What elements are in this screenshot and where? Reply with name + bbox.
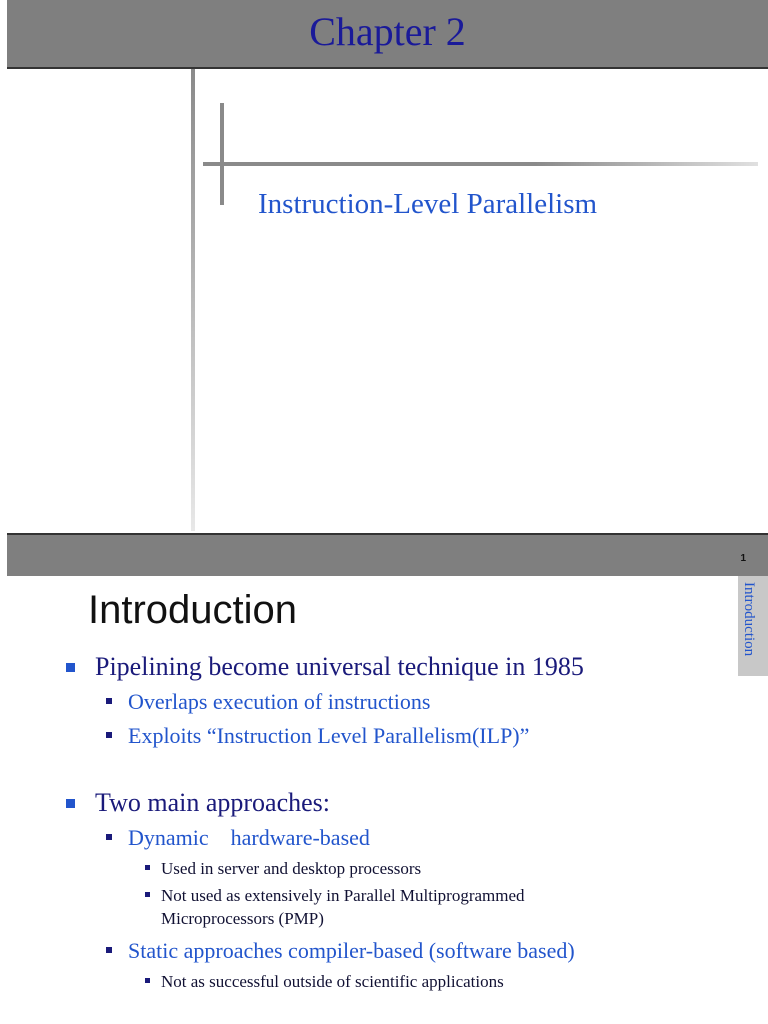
bullet-text: Two main approaches: bbox=[95, 788, 330, 817]
slide-title: Introduction bbox=[88, 588, 298, 632]
bullet-text: Pipelining become universal technique in 1985 bbox=[95, 652, 584, 681]
bullet-item bbox=[95, 788, 330, 818]
bullet-text: Overlaps execution of instructions bbox=[128, 689, 431, 714]
bullet-marker-icon bbox=[106, 698, 112, 704]
bullet-item bbox=[128, 938, 575, 964]
bullet-item bbox=[161, 857, 421, 880]
bullet-marker-icon bbox=[106, 834, 112, 840]
page-number: 1 bbox=[740, 553, 746, 564]
bullet-item bbox=[161, 970, 504, 993]
bullet-marker-icon bbox=[106, 947, 112, 953]
chapter-title: Chapter 2 bbox=[309, 9, 466, 54]
bullet-marker-icon bbox=[66, 799, 75, 808]
title-bar bbox=[7, 0, 768, 69]
bullet-text: Not used as extensively in Parallel Multiprogrammed bbox=[161, 886, 525, 905]
bullet-marker-icon bbox=[145, 892, 150, 897]
bullet-marker-icon bbox=[66, 663, 75, 672]
bullet-item bbox=[128, 723, 529, 749]
footer-bar bbox=[7, 533, 768, 578]
chapter-subtitle: Instruction-Level Parallelism bbox=[258, 188, 598, 220]
bullet-text: Used in server and desktop processors bbox=[161, 859, 422, 878]
section-side-tab-label: Introduction bbox=[741, 582, 757, 657]
introduction-slide bbox=[0, 576, 768, 1024]
section-side-tab bbox=[738, 576, 768, 676]
decorative-vertical-line-short bbox=[220, 103, 224, 205]
bullet-marker-icon bbox=[106, 732, 112, 738]
bullet-item bbox=[161, 884, 525, 907]
bullet-marker-icon bbox=[145, 978, 150, 983]
bullet-item bbox=[95, 652, 584, 682]
bullet-marker-icon bbox=[145, 865, 150, 870]
bullet-text: Not as successful outside of scientific applications bbox=[161, 972, 504, 991]
decorative-horizontal-line bbox=[203, 162, 758, 166]
bullet-item bbox=[128, 689, 430, 715]
bullet-text: Dynamic hardware-based bbox=[128, 825, 370, 850]
bullet-text: Exploits “Instruction Level Parallelism(ILP)” bbox=[128, 723, 530, 748]
bullet-text: Microprocessors (PMP) bbox=[161, 909, 324, 928]
decorative-vertical-line bbox=[191, 69, 195, 531]
bullet-item bbox=[128, 825, 370, 851]
bullet-text: Static approaches compiler-based (software based) bbox=[128, 938, 575, 963]
bullet-item-continuation bbox=[161, 907, 324, 930]
